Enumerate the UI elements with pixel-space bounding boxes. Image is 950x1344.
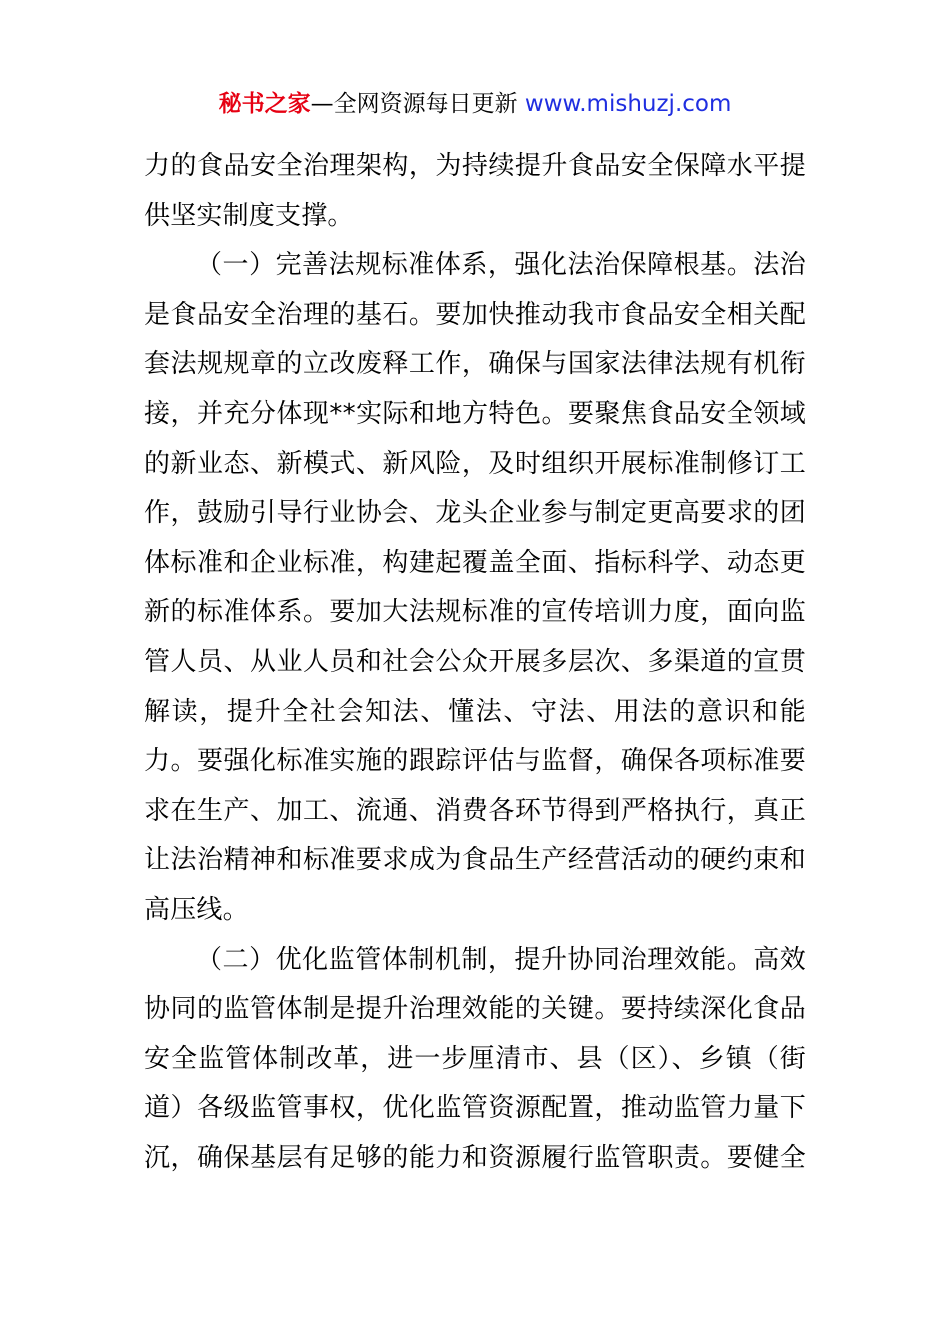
- text-line: 的新业态、新模式、新风险，及时组织开展标准制修订工: [144, 448, 806, 479]
- text-line: 供坚实制度支撑。: [144, 200, 354, 231]
- section-heading-line: （一）完善法规标准体系，强化法治保障根基。法治: [196, 250, 806, 281]
- text-line: 体标准和企业标准，构建起覆盖全面、指标科学、动态更: [144, 547, 806, 578]
- text-line: 套法规规章的立改废释工作，确保与国家法律法规有机衔: [144, 349, 806, 380]
- section-heading-line: （二）优化监管体制机制，提升协同治理效能。高效: [196, 944, 806, 975]
- document-body: [144, 142, 806, 1183]
- text-line: 安全监管体制改革，进一步厘清市、县（区）、乡镇（街: [144, 1043, 806, 1074]
- text-line: 协同的监管体制是提升治理效能的关键。要持续深化食品: [144, 994, 806, 1025]
- text-line: 解读，提升全社会知法、懂法、守法、用法的意识和能: [144, 696, 806, 727]
- text-line: 高压线。: [144, 894, 249, 925]
- text-line: 管人员、从业人员和社会公众开展多层次、多渠道的宣贯: [144, 646, 806, 677]
- text-line: 道）各级监管事权，优化监管资源配置，推动监管力量下: [144, 1093, 806, 1124]
- text-line: 新的标准体系。要加大法规标准的宣传培训力度，面向监: [144, 597, 806, 628]
- header-tagline: —全网资源每日更新: [310, 91, 525, 117]
- text-line: 是食品安全治理的基石。要加快推动我市食品安全相关配: [144, 299, 806, 330]
- text-line: 力的食品安全治理架构，为持续提升食品安全保障水平提: [144, 151, 806, 181]
- website-link[interactable]: www.mishuzj.com: [524, 91, 732, 117]
- text-line: 力。要强化标准实施的跟踪评估与监督，确保各项标准要: [144, 746, 806, 777]
- text-line: 接，并充分体现**实际和地方特色。要聚焦食品安全领域: [144, 398, 806, 429]
- text-line: 作，鼓励引导行业协会、龙头企业参与制定更高要求的团: [144, 498, 806, 529]
- text-line: 沉，确保基层有足够的能力和资源履行监管职责。要健全: [144, 1142, 806, 1173]
- page-header: [0, 86, 950, 122]
- text-line: 求在生产、加工、流通、消费各环节得到严格执行，真正: [144, 795, 806, 826]
- text-line: 让法治精神和标准要求成为食品生产经营活动的硬约束和: [144, 845, 806, 876]
- brand-name: 秘书之家: [218, 91, 311, 117]
